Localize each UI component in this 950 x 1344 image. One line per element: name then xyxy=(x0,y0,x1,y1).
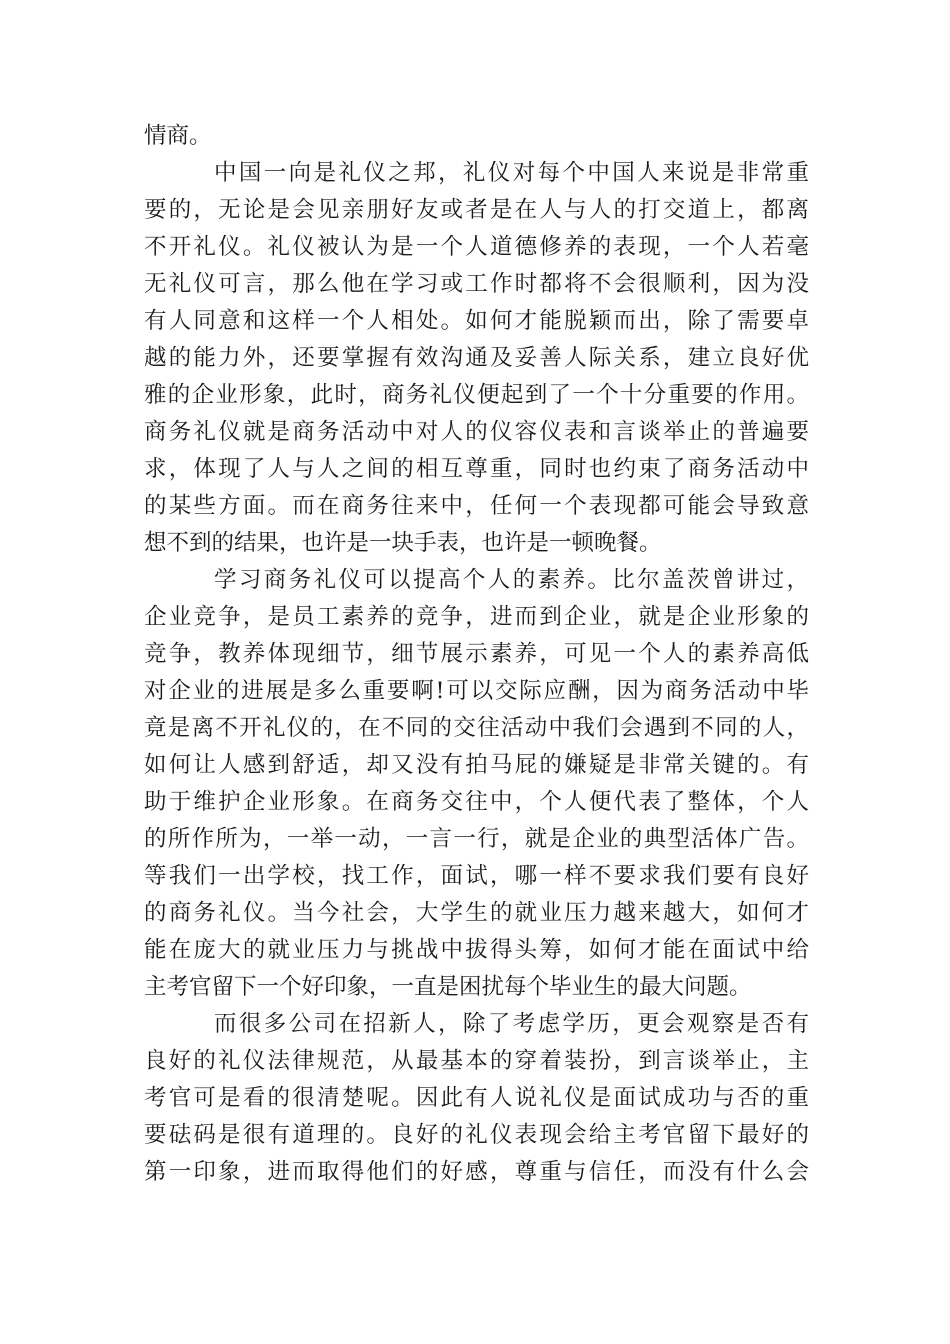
text-line: 求，体现了人与人之间的相互尊重，同时也约束了商务活动中 xyxy=(144,456,809,482)
text-line: 如何让人感到舒适，却又没有拍马屁的嫌疑是非常关键的。有 xyxy=(144,752,809,778)
text-line: 等我们一出学校，找工作，面试，哪一样不要求我们要有良好 xyxy=(144,863,809,889)
text-line: 有人同意和这样一个人相处。如何才能脱颖而出，除了需要卓 xyxy=(144,308,809,334)
text-line: 要砝码是很有道理的。良好的礼仪表现会给主考官留下最好的 xyxy=(144,1122,809,1148)
paragraph xyxy=(144,1006,809,1191)
text-line: 的某些方面。而在商务往来中，任何一个表现都可能会导致意 xyxy=(144,493,809,519)
paragraph xyxy=(144,562,809,1006)
text-line: 的商务礼仪。当今社会，大学生的就业压力越来越大，如何才 xyxy=(144,900,809,926)
text-line: 的所作所为，一举一动，一言一行，就是企业的典型活体广告。 xyxy=(144,826,809,852)
text-line: 不开礼仪。礼仪被认为是一个人道德修养的表现，一个人若毫 xyxy=(144,234,809,260)
text-line: 学习商务礼仪可以提高个人的素养。比尔盖茨曾讲过， xyxy=(214,567,809,593)
text-line: 第一印象，进而取得他们的好感，尊重与信任，而没有什么会 xyxy=(144,1159,809,1185)
text-line: 商务礼仪就是商务活动中对人的仪容仪表和言谈举止的普遍要 xyxy=(144,419,809,445)
text-line: 要的，无论是会见亲朋好友或者是在人与人的打交道上，都离 xyxy=(144,197,809,223)
text-line: 主考官留下一个好印象，一直是困扰每个毕业生的最大问题。 xyxy=(144,974,752,1000)
text-line: 中国一向是礼仪之邦，礼仪对每个中国人来说是非常重 xyxy=(214,160,809,186)
text-line: 想不到的结果，也许是一块手表，也许是一顿晚餐。 xyxy=(144,530,662,556)
text-line: 对企业的进展是多么重要啊!可以交际应酬，因为商务活动中毕 xyxy=(144,678,809,704)
text-line: 考官可是看的很清楚呢。因此有人说礼仪是面试成功与否的重 xyxy=(144,1085,809,1111)
paragraph xyxy=(144,155,809,562)
text-line: 越的能力外，还要掌握有效沟通及妥善人际关系，建立良好优 xyxy=(144,345,809,371)
document-body xyxy=(144,118,809,1191)
text-line: 竟是离不开礼仪的，在不同的交往活动中我们会遇到不同的人， xyxy=(144,715,809,741)
text-line: 雅的企业形象，此时，商务礼仪便起到了一个十分重要的作用。 xyxy=(144,382,809,408)
text-line: 无礼仪可言，那么他在学习或工作时都将不会很顺利，因为没 xyxy=(144,271,809,297)
text-line: 竞争，教养体现细节，细节展示素养，可见一个人的素养高低 xyxy=(144,641,809,667)
text-line: 能在庞大的就业压力与挑战中拔得头筹，如何才能在面试中给 xyxy=(144,937,809,963)
text-line: 而很多公司在招新人，除了考虑学历，更会观察是否有 xyxy=(214,1011,809,1037)
paragraph xyxy=(144,118,809,155)
text-line: 情商。 xyxy=(144,123,212,149)
text-line: 良好的礼仪法律规范，从最基本的穿着装扮，到言谈举止，主 xyxy=(144,1048,809,1074)
text-line: 企业竞争，是员工素养的竞争，进而到企业，就是企业形象的 xyxy=(144,604,809,630)
text-line: 助于维护企业形象。在商务交往中，个人便代表了整体，个人 xyxy=(144,789,809,815)
